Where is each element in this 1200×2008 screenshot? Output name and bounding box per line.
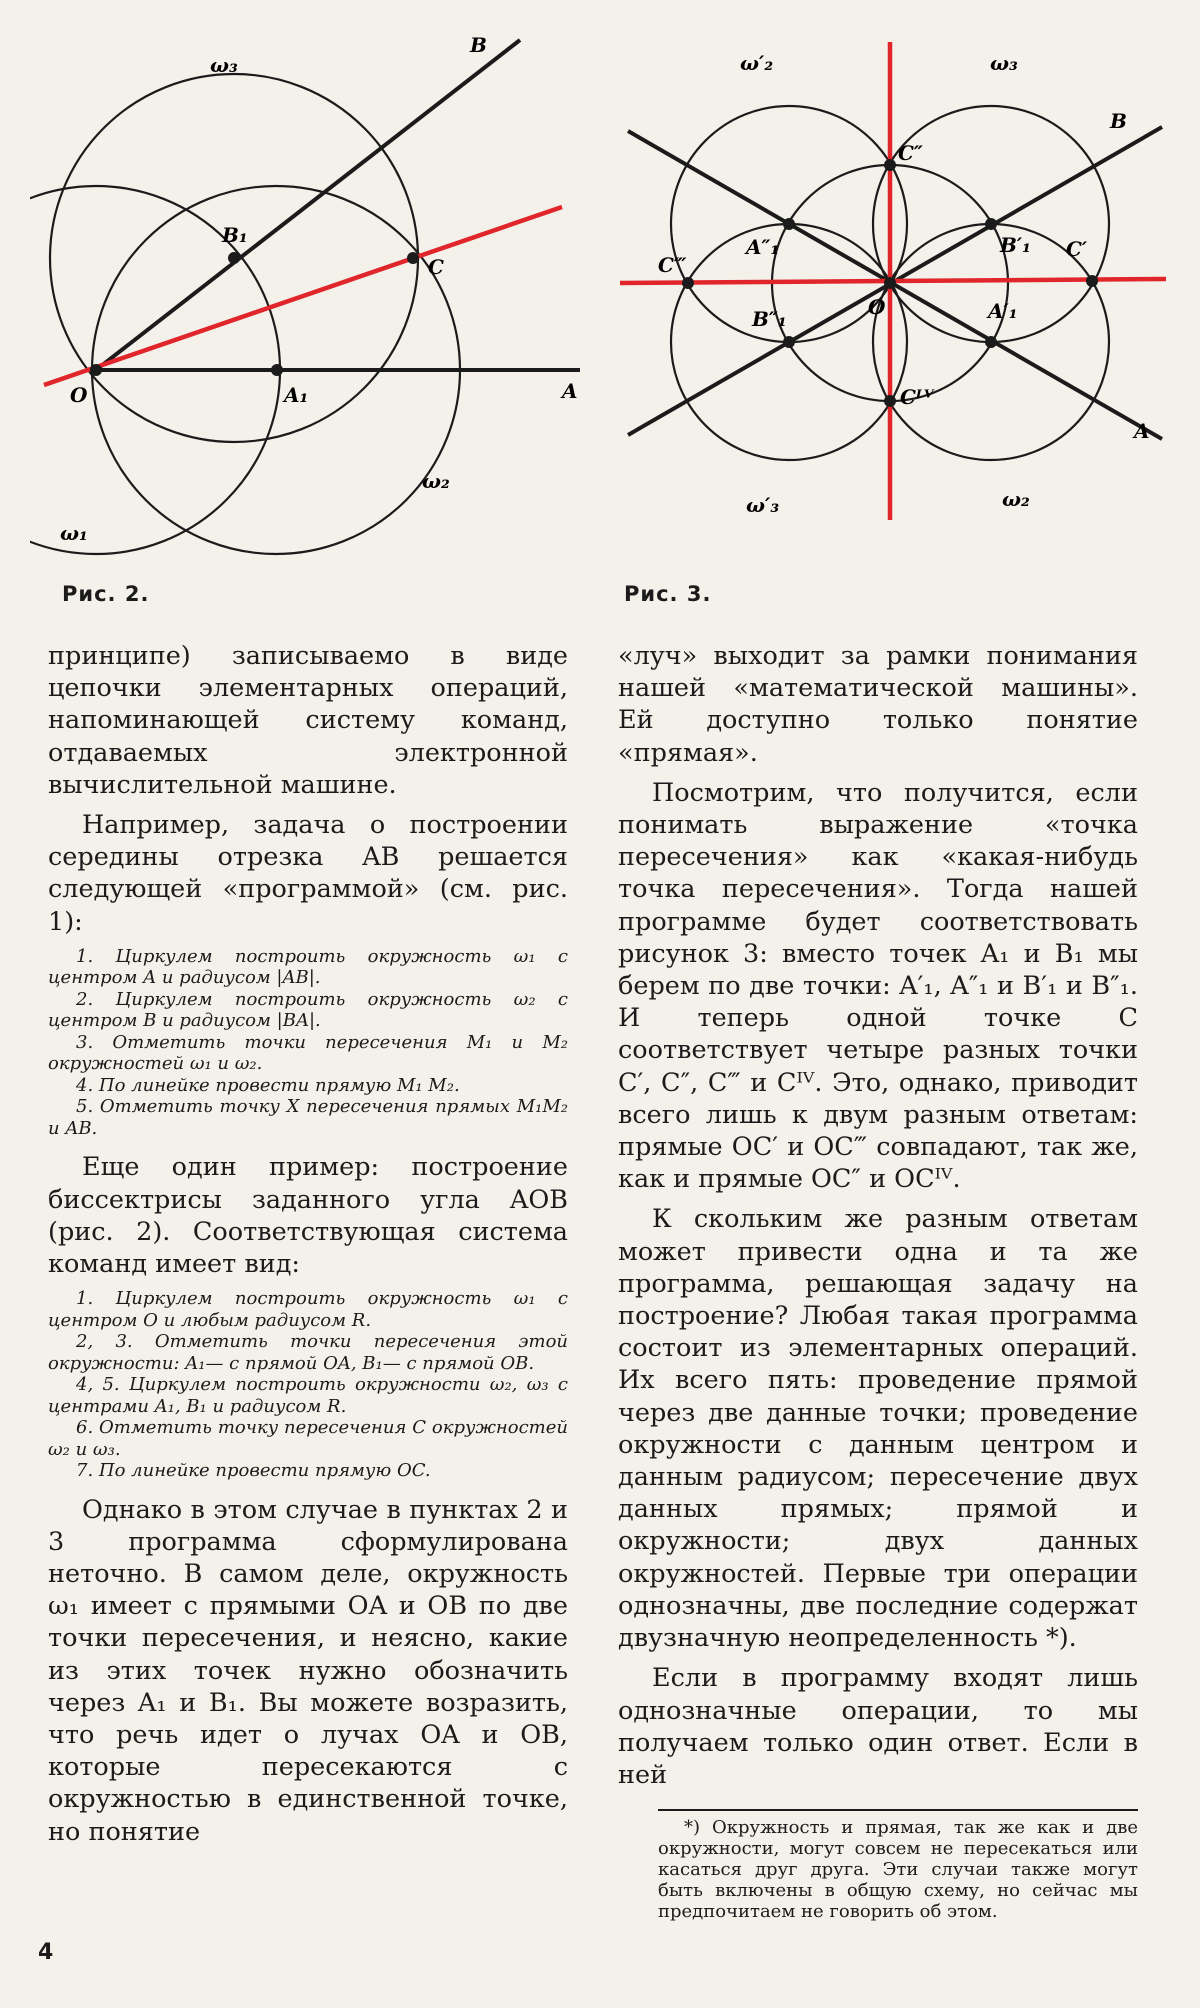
paragraph: К скольким же разным ответам может привести одна и та же программа, решающая задачу на построение? Любая такая программа состоит из элементарных операций. Их всего пять: проведение прямой через две данные точки; проведение окружности с данным центром и данным радиусом; пересечение двух данных прямых; прямой и окружности; двух данных окружностей. Первые три операции однозначны, две последние содержат двузначную неопределенность *). (618, 1204, 1138, 1654)
figure-3-drawing (610, 0, 1180, 560)
label-O: O (868, 295, 886, 319)
program-step: 3. Отметить точки пересечения M₁ и M₂ окружностей ω₁ и ω₂. (48, 1031, 568, 1075)
point-C2 (884, 159, 896, 171)
label-C3: C‴ (658, 253, 687, 277)
label-B1p: B′₁ (1000, 233, 1031, 257)
label-A: A (1134, 419, 1150, 443)
point-C3 (682, 277, 694, 289)
point-A1 (271, 364, 283, 376)
label-omega3p: ω′₃ (746, 493, 780, 517)
label-omega1: ω₁ (60, 521, 88, 545)
label-B1pp: B″₁ (752, 307, 787, 331)
label-A: A (562, 379, 578, 403)
page-number: 4 (38, 1940, 54, 1965)
label-B: B (1110, 109, 1127, 133)
label-B1: B₁ (222, 223, 248, 247)
point-A1p (985, 336, 997, 348)
label-omega3: ω₃ (210, 53, 238, 77)
paragraph: Например, задача о построении середины отрезка AB решается следующей «программой» (см. рис. 1): (48, 810, 568, 937)
figure-3 (610, 0, 1180, 560)
program-list-2 (48, 1288, 568, 1482)
paragraph: Если в программу входят лишь однозначные операции, то мы получаем только один ответ. Если в ней (618, 1663, 1138, 1790)
footnote: *) Окружность и прямая, так же как и две окружности, могут совсем не пересекаться или касаться друг друга. Эти случаи также могут быть включены в общую схему, но сейчас мы предпочитаем не говорить об этом. (658, 1817, 1138, 1923)
point-B1p (985, 218, 997, 230)
figure-2-drawing (30, 0, 600, 560)
program-step: 7. По линейке провести прямую OC. (76, 1460, 431, 1482)
label-C1: C′ (1066, 237, 1088, 261)
bisector-OC (44, 207, 562, 385)
program-step: 2. Циркулем построить окружность ω₂ с центром B и радиусом |BA|. (48, 988, 568, 1032)
paragraph: принципе) записываемо в виде цепочки элементарных операций, напоминающей систему команд, отдаваемых электронной вычислительной машине. (48, 641, 568, 800)
right-column (618, 640, 1138, 1922)
label-C: C (428, 255, 444, 279)
point-B1pp (783, 336, 795, 348)
program-list-1 (48, 946, 568, 1140)
label-C2: C″ (898, 141, 923, 165)
label-A1pp: A″₁ (746, 235, 780, 259)
point-C1 (1086, 275, 1098, 287)
label-omega2: ω₂ (1002, 487, 1030, 511)
point-O (90, 364, 102, 376)
label-A1p: A′₁ (988, 299, 1018, 323)
paragraph: «луч» выходит за рамки понимания нашей «математической машины». Ей доступно только понятие «прямая». (618, 641, 1138, 768)
label-omega2p: ω′₂ (740, 51, 774, 75)
point-A1pp (783, 218, 795, 230)
paragraph: Посмотрим, что получится, если понимать выражение «точка пересечения» как «какая-нибудь точка пересечения». Тогда нашей программе будет соответствовать рисунок 3: вместо точек A₁ и B₁ мы берем по две точки: A′₁, A″₁ и B′₁ и B″₁. И теперь одной точке C соответствует четыре разных точки C′, C″, C‴ и Cᴵⱽ. Это, однако, приводит всего лишь к двум разным ответам: прямые OC′ и OC‴ совпадают, так же, как и прямые OC″ и OCᴵⱽ. (618, 777, 1138, 1195)
point-B1 (228, 252, 240, 264)
program-step: 2, 3. Отметить точки пересечения этой окружности: A₁— с прямой OA, B₁— с прямой OB. (48, 1331, 568, 1374)
paragraph: Еще один пример: построение биссектрисы заданного угла AOB (рис. 2). Соответствующая система команд имеет вид: (48, 1152, 568, 1279)
figure-2-caption: Рис. 2. (62, 582, 150, 606)
program-step: 1. Циркулем построить окружность ω₁ с центром A и радиусом |AB|. (48, 945, 568, 989)
label-B: B (470, 33, 487, 57)
label-A1: A₁ (284, 383, 309, 407)
paragraph: Однако в этом случае в пунктах 2 и 3 программа сформулирована неточно. В самом деле, окружность ω₁ имеет с прямыми OA и OB по две точки пересечения, и неясно, какие из этих точек нужно обозначить через A₁ и B₁. Вы можете возразить, что речь идет о лучах OA и OB, которые пересекаются с окружностью в единственной точке, но понятие (48, 1494, 568, 1847)
point-C (407, 252, 419, 264)
program-step: 4, 5. Циркулем построить окружности ω₂, ω₃ с центрами A₁, B₁ и радиусом R. (48, 1374, 568, 1417)
program-step: 1. Циркулем построить окружность ω₁ с центром O и любым радиусом R. (48, 1288, 568, 1331)
figure-3-caption: Рис. 3. (624, 582, 712, 606)
point-C4 (884, 395, 896, 407)
figure-2 (30, 0, 600, 560)
label-C4: Cᴵⱽ (900, 385, 932, 409)
point-O (884, 277, 896, 289)
label-omega2: ω₂ (422, 469, 450, 493)
program-step: 6. Отметить точку пересечения C окружностей ω₂ и ω₃. (48, 1417, 568, 1460)
program-step: 4. По линейке провести прямую M₁ M₂. (76, 1074, 460, 1096)
label-O: O (70, 383, 88, 407)
label-omega3: ω₃ (990, 51, 1018, 75)
footnote-divider (658, 1809, 1138, 1811)
program-step: 5. Отметить точку X пересечения прямых M₁M₂ и AB. (48, 1096, 568, 1139)
left-column (48, 640, 568, 1856)
